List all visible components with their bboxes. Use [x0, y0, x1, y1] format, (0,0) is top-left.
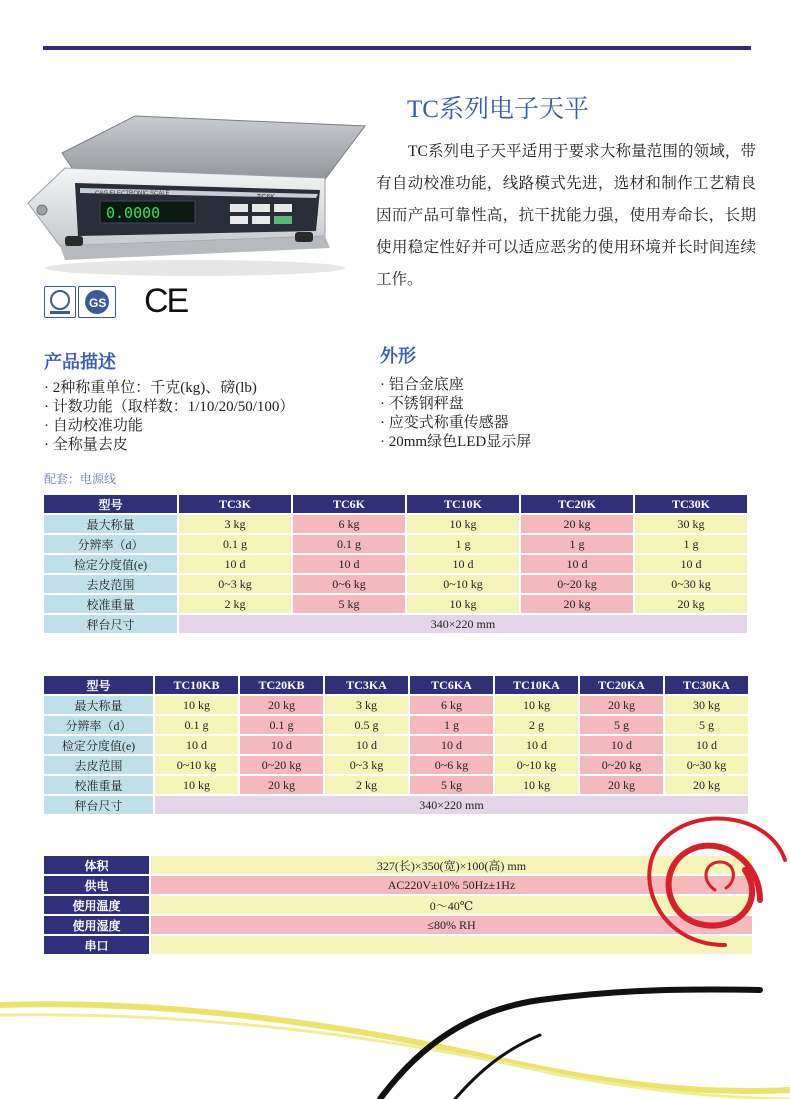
table-cell: 0.5 g: [325, 716, 408, 734]
list-item: · 自动校准功能: [44, 417, 294, 436]
list-item: · 应变式称重传感器: [380, 414, 531, 433]
table-cell: 10 kg: [495, 776, 578, 794]
row-label: 供电: [44, 876, 149, 894]
table-row: [44, 696, 748, 714]
row-label: 去皮范围: [44, 756, 153, 774]
table-cell: 0~10 kg: [155, 756, 238, 774]
table-header-cell: TC6K: [293, 495, 405, 513]
row-label: 分辨率（d）: [44, 535, 177, 553]
row-label: 去皮范围: [44, 575, 177, 593]
table-cell: 5 kg: [410, 776, 493, 794]
row-label: 校准重量: [44, 595, 177, 613]
table-cell: 0.1 g: [155, 716, 238, 734]
table-cell: 10 d: [665, 736, 748, 754]
table-row: [44, 796, 748, 814]
table-cell: 0～40℃: [151, 896, 752, 914]
model-badge-text: TC6K: [257, 194, 275, 201]
row-label: 检定分度值(e): [44, 736, 153, 754]
table-cell: 10 d: [635, 555, 747, 573]
table-header-cell: TC20K: [521, 495, 633, 513]
table-cell: 10 d: [521, 555, 633, 573]
row-label: 使用温度: [44, 896, 149, 914]
row-label: 体积: [44, 856, 149, 874]
accessory-note: 配套：电源线: [44, 472, 117, 486]
table-row: [44, 615, 747, 633]
table-header-cell: TC20KA: [580, 676, 663, 694]
table-cell: 10 d: [155, 736, 238, 754]
table-header-cell: TC3KA: [325, 676, 408, 694]
row-label: 秤台尺寸: [44, 615, 177, 633]
list-item: · 铝合金底座: [380, 376, 531, 395]
table-cell: 10 d: [407, 555, 519, 573]
table-cell: 327(长)×350(宽)×100(高) mm: [151, 856, 752, 874]
table-row: [44, 535, 747, 553]
appearance-heading: 外形: [380, 346, 416, 367]
table-cell: 10 d: [410, 736, 493, 754]
table-header-cell: TC10KA: [495, 676, 578, 694]
table-header-cell: TC20KB: [240, 676, 323, 694]
table-cell: 10 d: [179, 555, 291, 573]
table-row: [44, 776, 748, 794]
row-label: 分辨率（d）: [44, 716, 153, 734]
table-cell: 1 g: [407, 535, 519, 553]
table-cell: 10 kg: [155, 776, 238, 794]
table-cell: 10 d: [325, 736, 408, 754]
table-row: [44, 595, 747, 613]
row-label: 串口: [44, 936, 149, 954]
certification-logos: [44, 284, 204, 322]
row-label: 最大称量: [44, 515, 177, 533]
spec-table-3: [42, 854, 754, 956]
table-row: [44, 716, 748, 734]
table-cell: 20 kg: [521, 515, 633, 533]
row-label: 秤台尺寸: [44, 796, 153, 814]
table-cell: 20 kg: [580, 776, 663, 794]
row-label: 最大称量: [44, 696, 153, 714]
table-cell: 20 kg: [240, 696, 323, 714]
table-cell: 340×220 mm: [155, 796, 748, 814]
table-cell: 20 kg: [240, 776, 323, 794]
table-cell: 20 kg: [521, 595, 633, 613]
page-title: TC系列电子天平: [407, 96, 589, 123]
list-item: · 全称量去皮: [44, 436, 294, 455]
table-cell: 0.1 g: [240, 716, 323, 734]
table-cell: 10 d: [495, 736, 578, 754]
product-image: [20, 108, 370, 278]
table-cell: 340×220 mm: [179, 615, 747, 633]
table-cell: 0.1 g: [293, 535, 405, 553]
table-cell: 20 kg: [580, 696, 663, 714]
table-cell: 1 g: [521, 535, 633, 553]
table-row: [44, 555, 747, 573]
gs-mark-text: GS: [89, 296, 107, 310]
table-cell: 0~20 kg: [240, 756, 323, 774]
table-cell: ≤80% RH: [151, 916, 752, 934]
table-cell: 20 kg: [665, 776, 748, 794]
table-row: [44, 896, 752, 914]
table-row: [44, 916, 752, 934]
gs-mark-icon: [78, 286, 116, 318]
table-cell: 0~6 kg: [410, 756, 493, 774]
description-list: [44, 379, 294, 455]
table-header-cell: TC30KA: [665, 676, 748, 694]
table-cell: 3 kg: [325, 696, 408, 714]
table-cell: 0~20 kg: [521, 575, 633, 593]
table-row: [44, 575, 747, 593]
table-cell: 0.1 g: [179, 535, 291, 553]
table-header-cell: TC3K: [179, 495, 291, 513]
table-cell: 0~30 kg: [665, 756, 748, 774]
table-header-cell: TC10KB: [155, 676, 238, 694]
table-cell: 0~10 kg: [407, 575, 519, 593]
list-item: · 不锈钢秤盘: [380, 395, 531, 414]
list-item: · 2种称重单位：千克(kg)、磅(lb): [44, 379, 294, 398]
table-cell: 10 kg: [407, 515, 519, 533]
top-rule: [43, 46, 751, 50]
table-row: [44, 515, 747, 533]
table-cell: 10 d: [240, 736, 323, 754]
table-cell: 30 kg: [665, 696, 748, 714]
table-cell: 10 kg: [407, 595, 519, 613]
table-cell: 1 g: [635, 535, 747, 553]
table-row: [44, 756, 748, 774]
table-cell: 5 g: [580, 716, 663, 734]
row-label: 使用湿度: [44, 916, 149, 934]
brand-panel-text: C&G ELECTRONIC SCALE: [95, 191, 170, 197]
ce-mark: CE: [144, 282, 188, 320]
tuv-mark-icon: [44, 286, 76, 318]
spec-table-1: [42, 493, 749, 635]
table-cell: 2 kg: [325, 776, 408, 794]
table-row: [44, 736, 748, 754]
table-header-model: 型号: [44, 495, 177, 513]
table-row: [44, 876, 752, 894]
list-item: · 20mm绿色LED显示屏: [380, 433, 531, 452]
table-cell: 0~6 kg: [293, 575, 405, 593]
table-row: [44, 936, 752, 954]
table-cell: [151, 936, 752, 954]
table-cell: 6 kg: [410, 696, 493, 714]
description-heading: 产品描述: [44, 352, 116, 373]
table-cell: AC220V±10% 50Hz±1Hz: [151, 876, 752, 894]
list-item: · 计数功能（取样数：1/10/20/50/100）: [44, 398, 294, 417]
table-cell: 0~10 kg: [495, 756, 578, 774]
appearance-list: [380, 376, 531, 452]
table-cell: 0~3 kg: [325, 756, 408, 774]
table-cell: 0~30 kg: [635, 575, 747, 593]
table-cell: 10 kg: [155, 696, 238, 714]
table-cell: 1 g: [410, 716, 493, 734]
table-cell: 10 kg: [495, 696, 578, 714]
intro-paragraph: TC系列电子天平适用于要求大称量范围的领域，带有自动校准功能，线路模式先进，选材和制作工艺精良因而产品可靠性高，抗干扰能力强，使用寿命长，长期使用稳定性好并可以适应恶劣的使用环境并长时间连续工作。: [376, 143, 756, 288]
table-cell: 10 d: [580, 736, 663, 754]
table-header-model: 型号: [44, 676, 153, 694]
table-cell: 5 g: [665, 716, 748, 734]
table-cell: 2 g: [495, 716, 578, 734]
row-label: 校准重量: [44, 776, 153, 794]
table-row: [44, 856, 752, 874]
table-cell: 30 kg: [635, 515, 747, 533]
table-cell: 0~20 kg: [580, 756, 663, 774]
table-cell: 20 kg: [635, 595, 747, 613]
table-header-cell: TC6KA: [410, 676, 493, 694]
spec-table-2: [42, 674, 750, 816]
table-header-cell: TC10K: [407, 495, 519, 513]
row-label: 检定分度值(e): [44, 555, 177, 573]
table-cell: 6 kg: [293, 515, 405, 533]
table-cell: 3 kg: [179, 515, 291, 533]
led-display-digits: 0.0000: [106, 204, 161, 222]
table-cell: 2 kg: [179, 595, 291, 613]
table-cell: 0~3 kg: [179, 575, 291, 593]
table-cell: 5 kg: [293, 595, 405, 613]
table-cell: 10 d: [293, 555, 405, 573]
table-header-cell: TC30K: [635, 495, 747, 513]
